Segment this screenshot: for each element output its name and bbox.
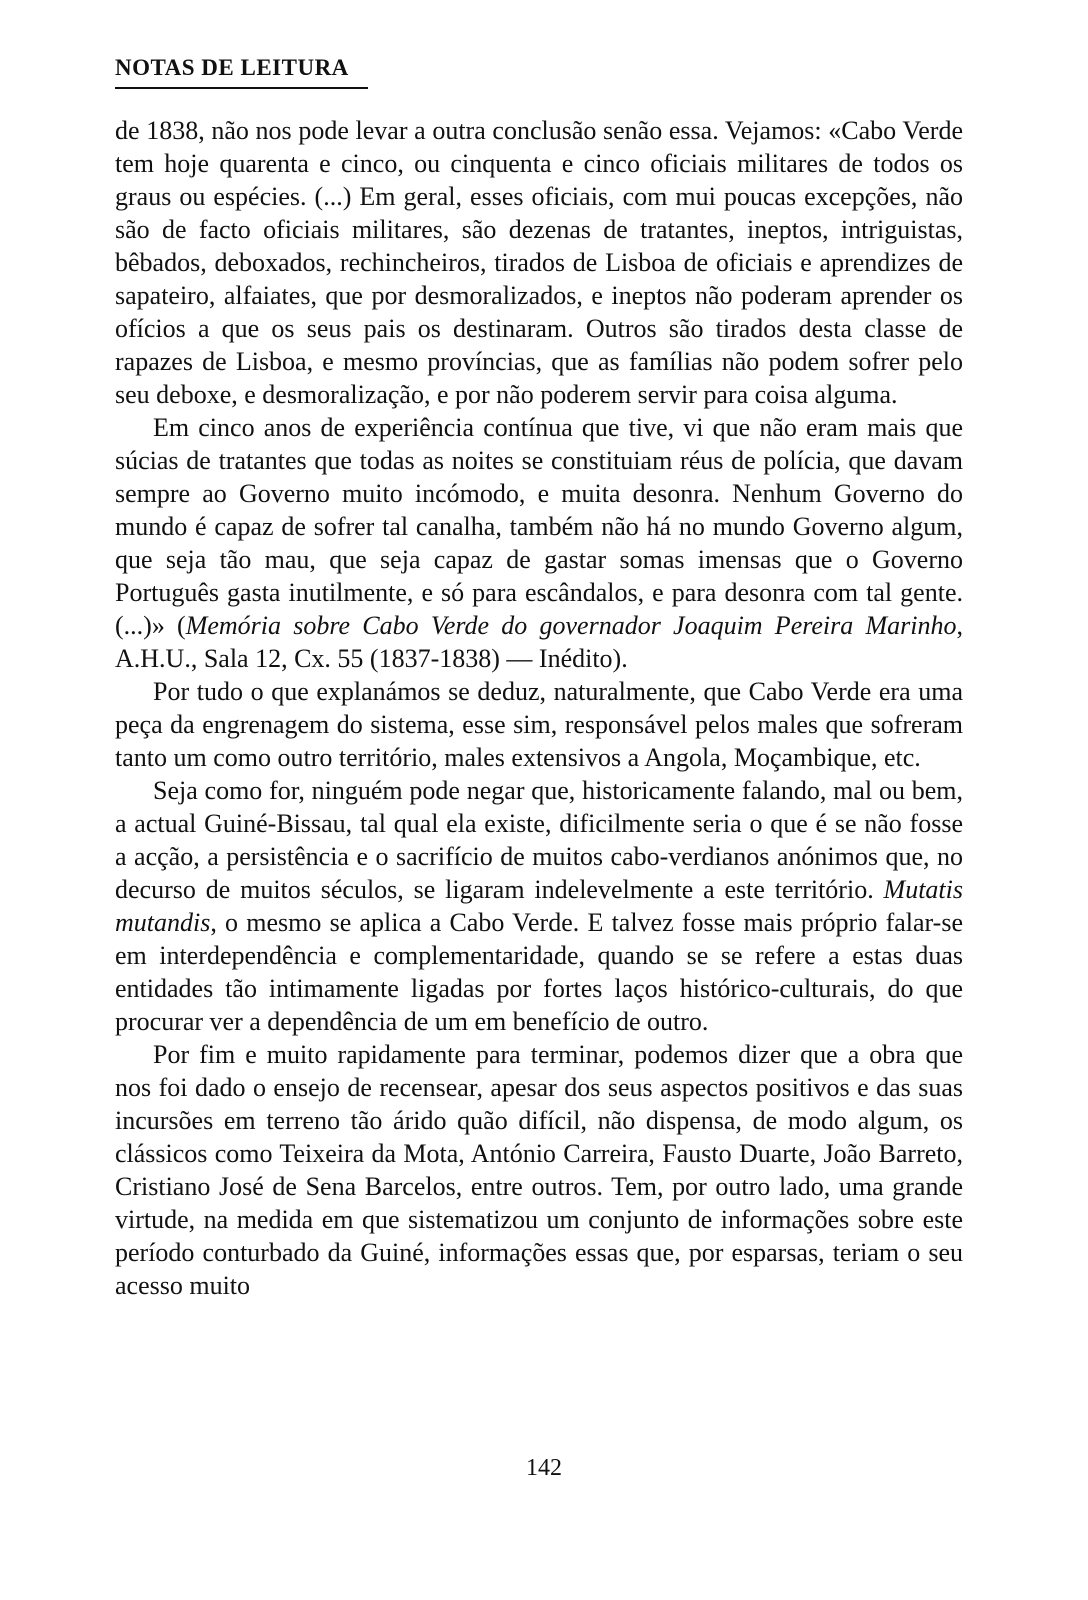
cited-title: Memória sobre Cabo Verde do governador Joaquim Pereira Marinho (185, 611, 957, 640)
paragraph (115, 675, 963, 774)
page-number: 142 (526, 1455, 562, 1481)
latin-phrase: Mutatis mutandis (115, 875, 963, 937)
paragraph-text: Seja como for, ninguém pode negar que, historicamente falando, mal ou bem, a actual Guiné-Bissau, tal qual ela existe, dificilmente seria o que é se não fosse a acção, a persistência e o sacrifício de muitos cabo-verdianos anónimos que, no decurso de muitos séculos, se ligaram indelevelmente a este território. (115, 776, 963, 904)
paragraph-text: Por tudo o que explanámos se deduz, naturalmente, que Cabo Verde era uma peça da engrenagem do sistema, esse sim, responsável pelos males que sofreram tanto um como outro território, males extensivos a Angola, Moçambique, etc. (115, 677, 963, 772)
paragraph-text: , A.H.U., Sala 12, Cx. 55 (1837-1838) — Inédito). (115, 611, 963, 673)
article-body (115, 114, 963, 1302)
paragraph (115, 114, 963, 411)
paragraph (115, 774, 963, 1038)
paragraph (115, 411, 963, 675)
header-underline (115, 87, 368, 89)
paragraph (115, 1038, 963, 1302)
paragraph-text: Por fim e muito rapidamente para terminar, podemos dizer que a obra que nos foi dado o ensejo de recensear, apesar dos seus aspectos positivos e das suas incursões em terreno tão árido quão difícil, não dispensa, de modo algum, os clássicos como Teixeira da Mota, António Carreira, Fausto Duarte, João Barreto, Cristiano José de Sena Barcelos, entre outros. Tem, por outro lado, uma grande virtude, na medida em que sistematizou um conjunto de informações sobre este período conturbado da Guiné, informações essas que, por esparsas, teriam o seu acesso muito (115, 1040, 963, 1300)
paragraph-text: Em cinco anos de experiência contínua que tive, vi que não eram mais que súcias de tratantes que todas as noites se constituiam réus de polícia, que davam sempre ao Governo muito incómodo, e muita desonra. Nenhum Governo do mundo é capaz de sofrer tal canalha, também não há no mundo Governo algum, que seja tão mau, que seja capaz de gastar somas imensas que o Governo Português gasta inutilmente, e só para escândalos, e para desonra com tal gente. (...)» ( (115, 413, 963, 640)
running-header: NOTAS DE LEITURA (115, 55, 349, 80)
paragraph-text: , o mesmo se aplica a Cabo Verde. E talvez fosse mais próprio falar-se em interdependência e complementaridade, quando se se refere a estas duas entidades tão intimamente ligadas por fortes laços histórico-culturais, do que procurar ver a dependência de um em benefício de outro. (115, 908, 963, 1036)
paragraph-text: de 1838, não nos pode levar a outra conclusão senão essa. Vejamos: «Cabo Verde tem hoje quarenta e cinco, ou cinquenta e cinco oficiais militares de todos os graus ou espécies. (...) Em geral, esses oficiais, com mui poucas excepções, não são de facto oficiais militares, são dezenas de tratantes, ineptos, intriguistas, bêbados, deboxados, rechincheiros, tirados de Lisboa de oficiais e aprendizes de sapateiro, alfaiates, que por desmoralizados, e ineptos não poderam aprender os ofícios a que os seus pais os destinaram. Outros são tirados desta classe de rapazes de Lisboa, e mesmo províncias, que as famílias não podem sofrer pelo seu deboxe, e desmoralização, e por não poderem servir para coisa alguma. (115, 116, 963, 409)
